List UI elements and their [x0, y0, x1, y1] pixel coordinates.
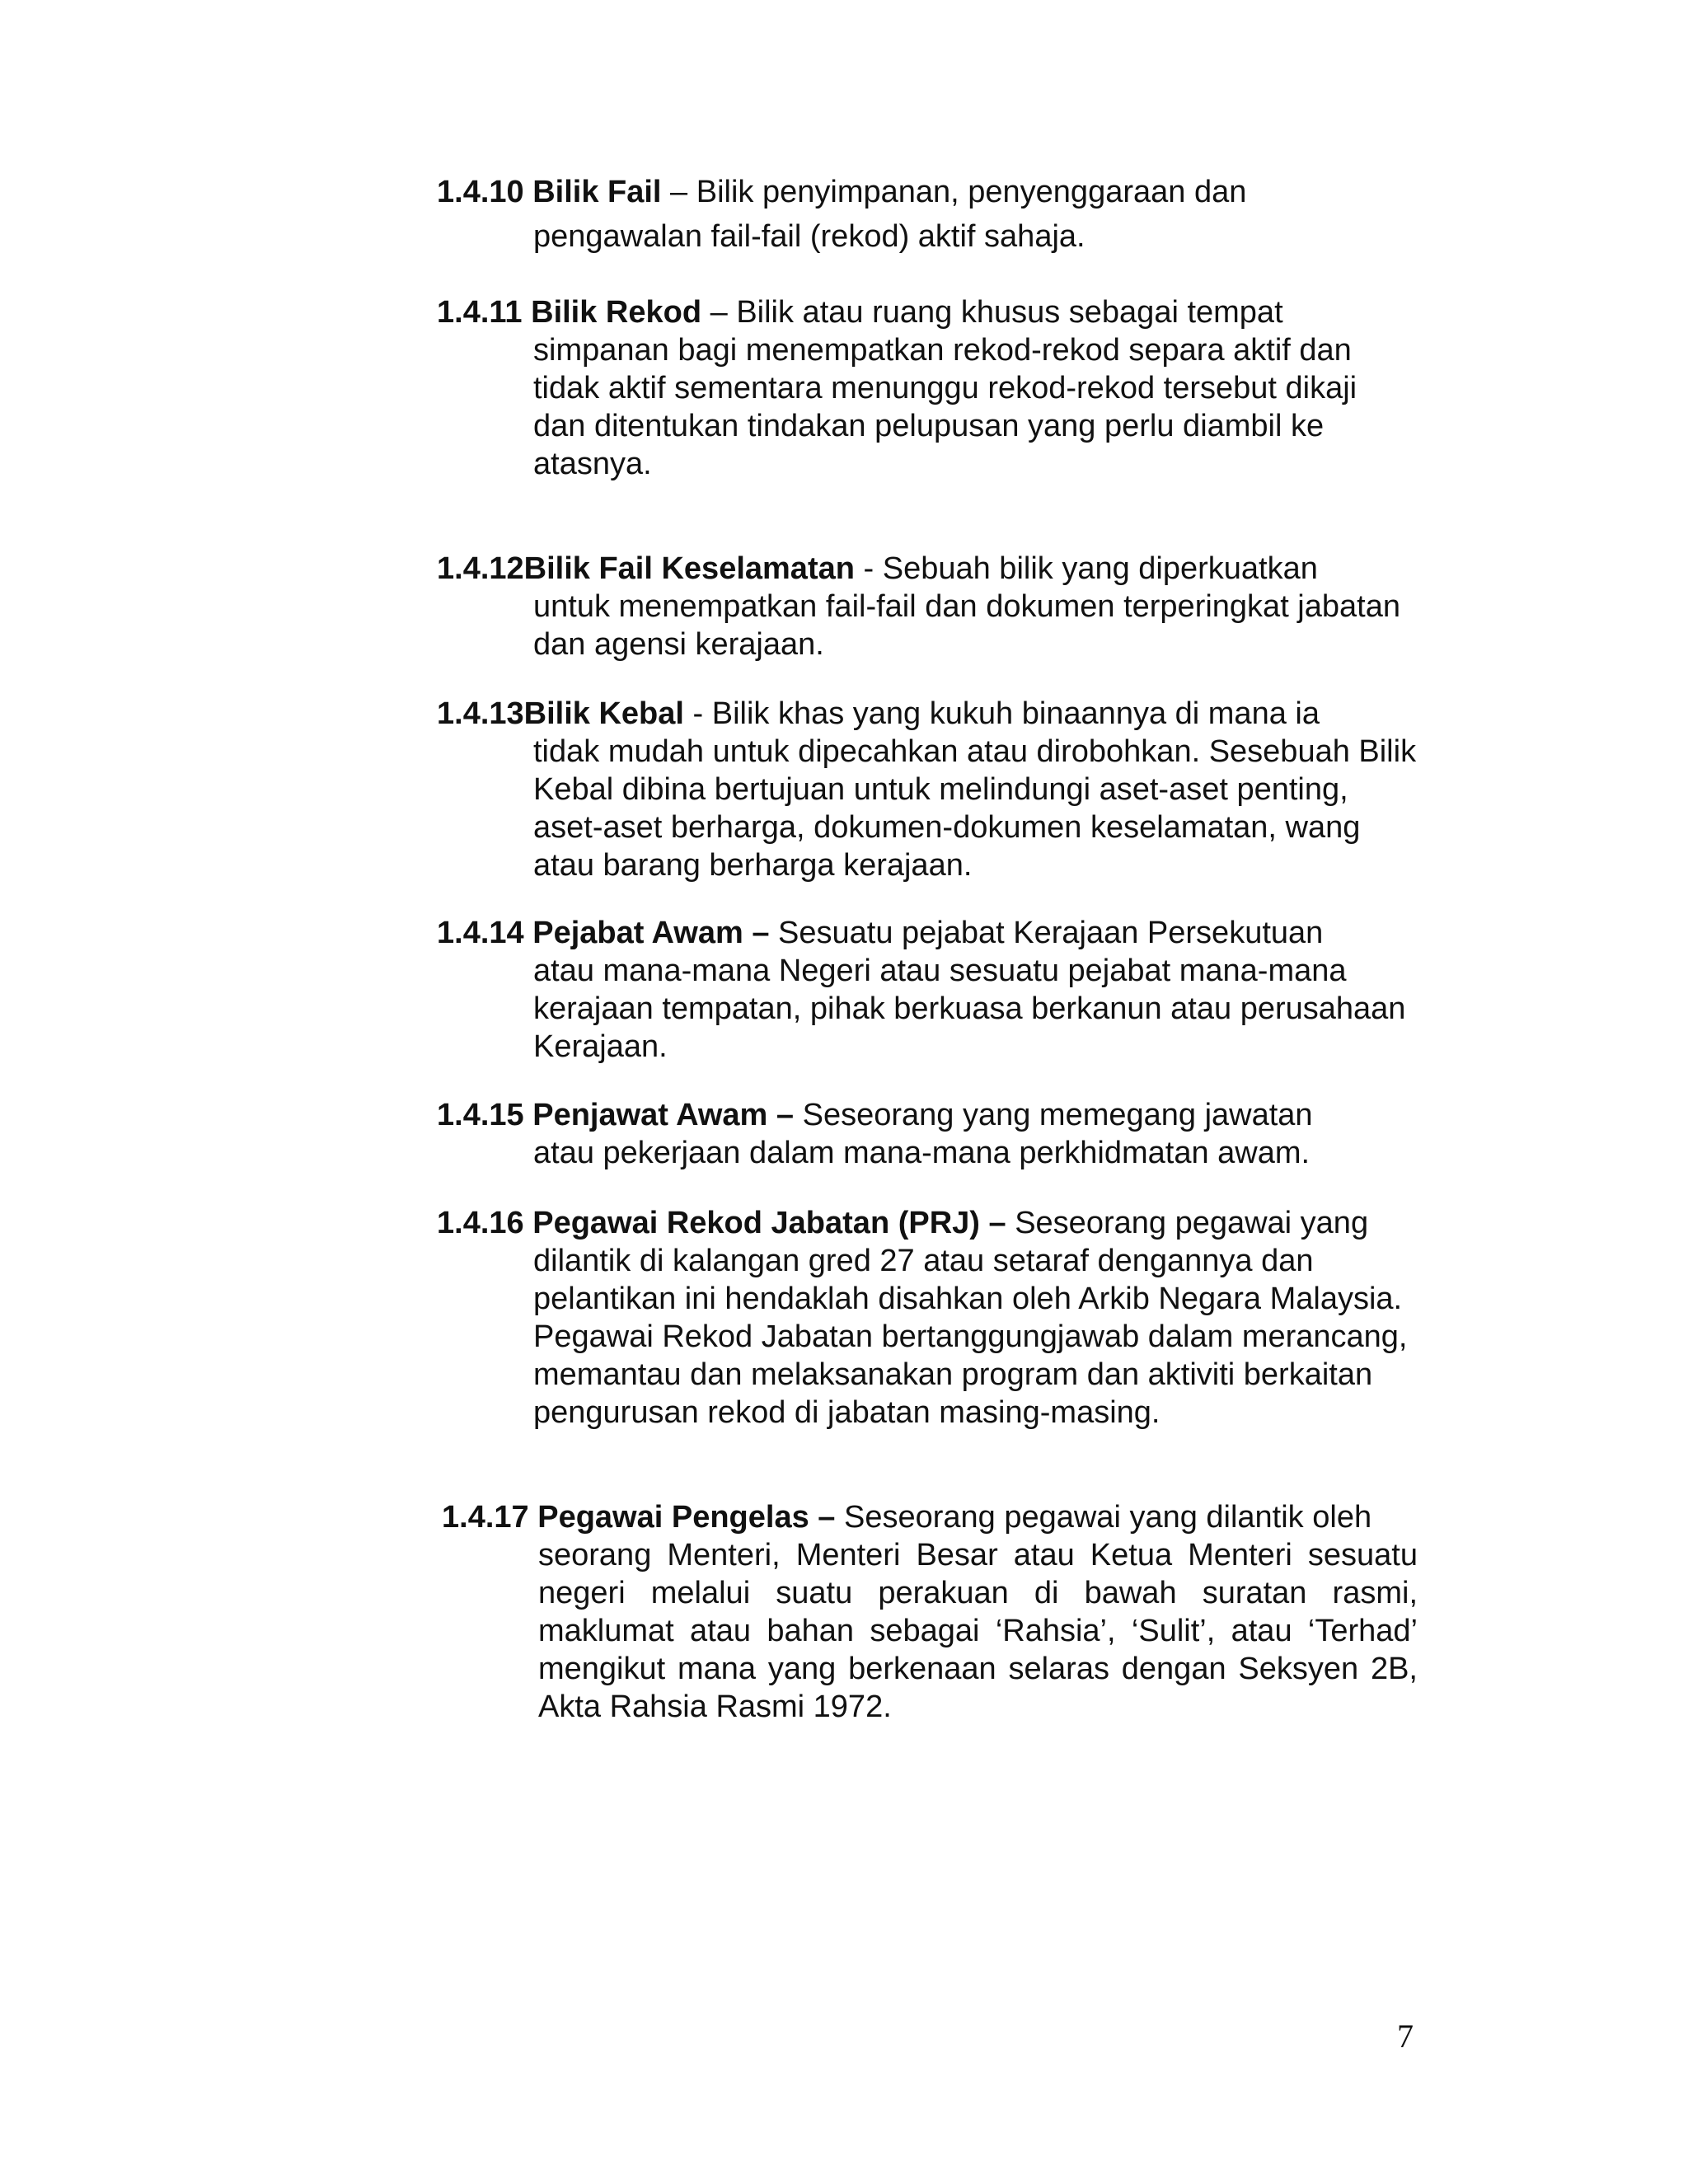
- definition-separator: –: [661, 175, 696, 209]
- definition-head-text: Seseorang pegawai yang dilantik oleh: [843, 1500, 1372, 1535]
- definition-term: Pegawai Rekod Jabatan (PRJ) –: [532, 1206, 1006, 1240]
- definition-separator: [769, 916, 778, 950]
- definition-body: atau pekerjaan dalam mana-mana perkhidmatan awam.: [533, 1136, 1311, 1170]
- definition-body: untuk menempatkan fail-fail dan dokumen terperingkat jabatan dan agensi kerajaan.: [533, 589, 1400, 662]
- definition-head-text: Bilik khas yang kukuh binaannya di mana ia: [711, 696, 1320, 731]
- definition-number: 1.4.16: [437, 1206, 524, 1240]
- page-number: 7: [1397, 2018, 1414, 2055]
- definition-head-text: Sebuah bilik yang diperkuatkan: [882, 551, 1318, 586]
- definition-body: atau mana-mana Negeri atau sesuatu pejabat mana-mana kerajaan tempatan, pihak berkuasa berkanun atau perusahaan Kerajaan.: [533, 954, 1406, 1064]
- definition-heading: [437, 173, 1426, 211]
- definition-1-4-13: [437, 695, 1426, 884]
- definition-body: seorang Menteri, Menteri Besar atau Ketua Menteri sesuatu negeri melalui suatu perakuan di bawah suratan rasmi, maklumat atau bahan sebagai ‘Rahsia’, ‘Sulit’, atau ‘Terhad’ mengikut mana yang berkenaan selaras dengan Seksyen 2B, Akta Rahsia Rasmi 1972.: [538, 1538, 1418, 1724]
- definition-term: Pegawai Pengelas –: [537, 1500, 836, 1535]
- definition-head-text: Seseorang yang memegang jawatan: [802, 1098, 1313, 1132]
- definition-number: 1.4.10: [437, 175, 524, 209]
- definition-body: tidak mudah untuk dipecahkan atau dirobohkan. Sesebuah Bilik Kebal dibina bertujuan untuk melindungi aset-aset penting, aset-aset berharga, dokumen-dokumen keselamatan, wang atau barang berharga kerajaan.: [533, 734, 1417, 883]
- definition-separator: -: [854, 551, 883, 586]
- definition-head-text: Seseorang pegawai yang: [1015, 1206, 1369, 1240]
- definition-term: Pejabat Awam –: [532, 916, 770, 950]
- definition-number: 1.4.17: [442, 1500, 529, 1535]
- definition-head-text: Bilik atau ruang khusus sebagai tempat: [736, 295, 1283, 330]
- definition-number: 1.4.13: [437, 696, 524, 731]
- definition-1-4-10: [437, 173, 1426, 255]
- definition-1-4-14: [437, 914, 1426, 1066]
- definition-heading: [437, 550, 1426, 588]
- definition-body: simpanan bagi menempatkan rekod-rekod separa aktif dan tidak aktif sementara menunggu rekod-rekod tersebut dikaji dan ditentukan tindakan pelupusan yang perlu diambil ke atasnya.: [533, 333, 1357, 481]
- definition-number: 1.4.11: [437, 295, 523, 330]
- definition-body: dilantik di kalangan gred 27 atau setaraf dengannya dan pelantikan ini hendaklah disahkan oleh Arkib Negara Malaysia. Pegawai Rekod Jabatan bertanggungjawab dalam merancang, memantau dan melaksanakan program dan aktiviti berkaitan pengurusan rekod di jabatan masing-masing.: [533, 1244, 1408, 1430]
- definition-1-4-16: [437, 1204, 1426, 1432]
- definition-number: 1.4.14: [437, 916, 524, 950]
- definition-1-4-17: [442, 1498, 1431, 1726]
- definition-heading: [442, 1498, 1431, 1536]
- definition-head-text: Sesuatu pejabat Kerajaan Persekutuan: [778, 916, 1324, 950]
- definition-term: Bilik Fail: [532, 175, 662, 209]
- definition-head-text: Bilik penyimpanan, penyenggaraan dan: [696, 175, 1247, 209]
- definition-separator: [835, 1500, 844, 1535]
- definition-body: pengawalan fail-fail (rekod) aktif sahaja.: [533, 219, 1085, 254]
- definition-separator: [794, 1098, 803, 1132]
- definition-separator: -: [683, 696, 712, 731]
- definition-heading: [437, 695, 1426, 733]
- definition-separator: [1006, 1206, 1015, 1240]
- definition-term: Bilik Rekod: [531, 295, 702, 330]
- definition-number: 1.4.12: [437, 551, 524, 586]
- definition-heading: [437, 1096, 1426, 1134]
- definition-term: Bilik Kebal: [523, 696, 684, 731]
- definition-1-4-12: [437, 550, 1426, 663]
- definition-number: 1.4.15: [437, 1098, 524, 1132]
- definition-term: Bilik Fail Keselamatan: [523, 551, 855, 586]
- definition-1-4-11: [437, 293, 1426, 483]
- definition-1-4-15: [437, 1096, 1426, 1172]
- definition-heading: [437, 914, 1426, 952]
- definition-heading: [437, 293, 1426, 331]
- definition-term: Penjawat Awam –: [532, 1098, 795, 1132]
- definition-separator: –: [701, 295, 737, 330]
- definition-heading: [437, 1204, 1426, 1242]
